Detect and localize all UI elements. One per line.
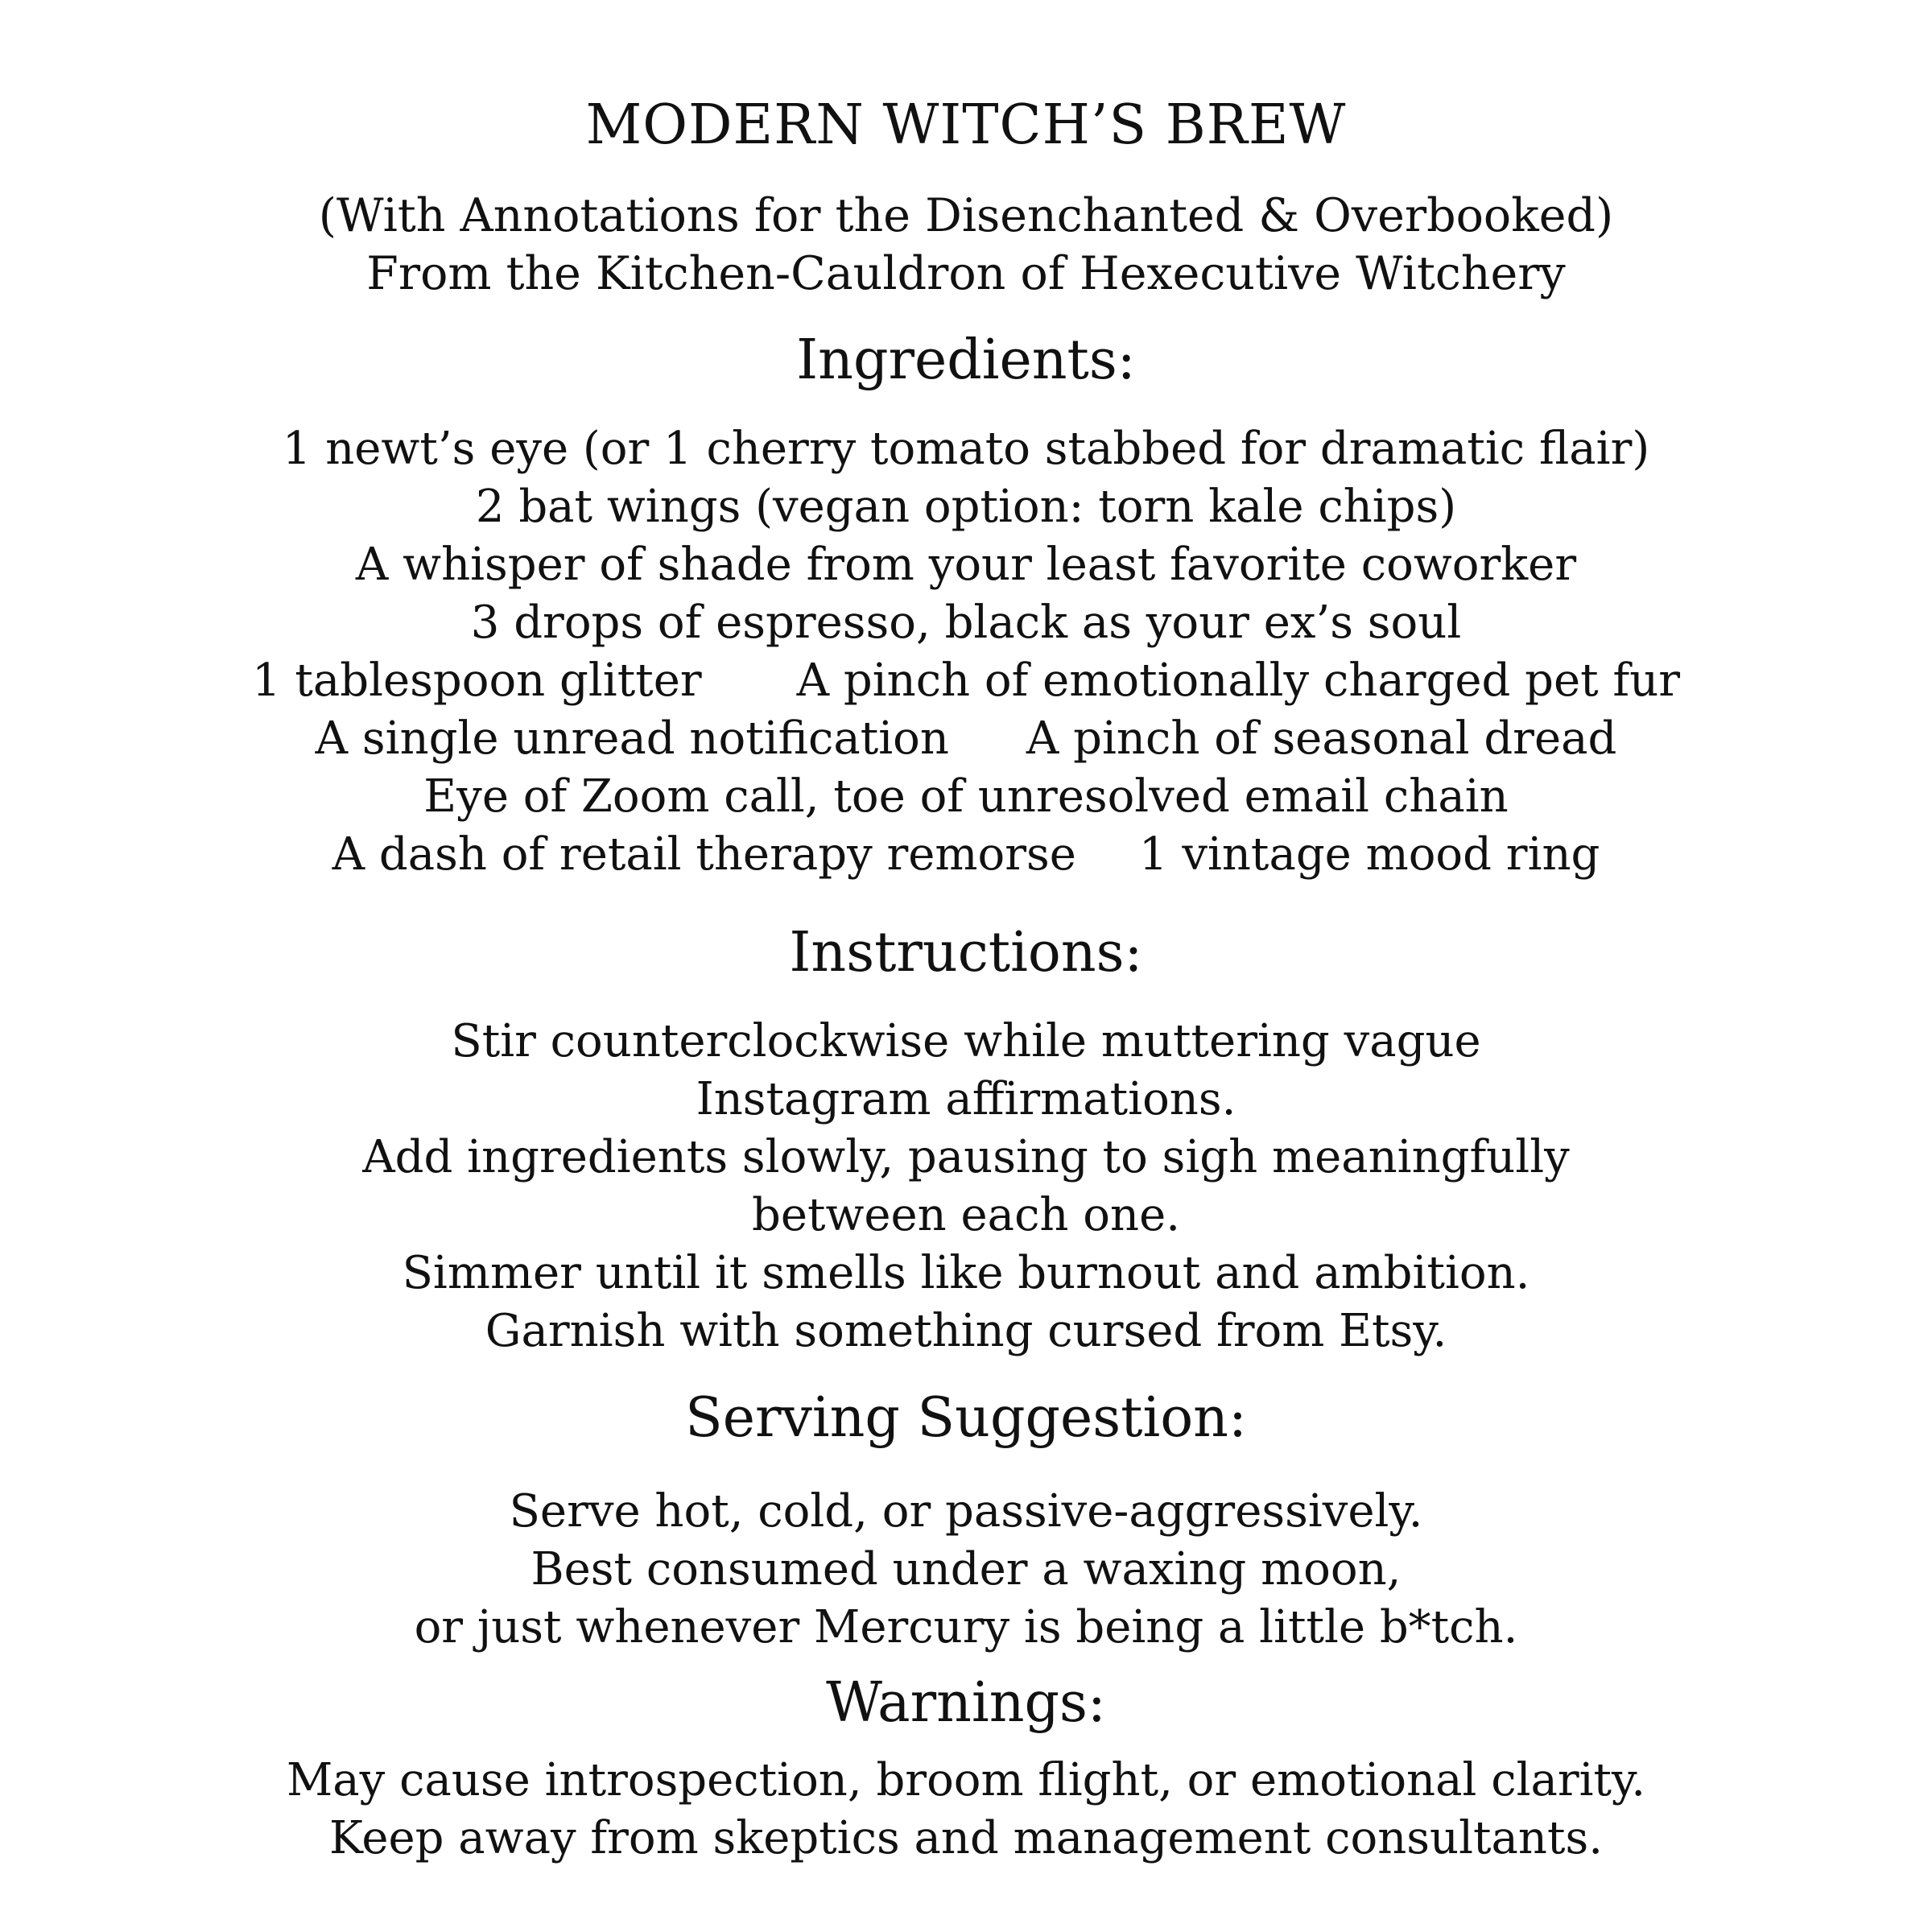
ingredient-item: 1 vintage mood ring: [1138, 828, 1600, 881]
ingredient-item: A pinch of seasonal dread: [1026, 712, 1617, 765]
serving-heading: Serving Suggestion:: [685, 1386, 1247, 1450]
instruction-line: Instagram affirmations.: [696, 1073, 1236, 1125]
ingredient-item: A pinch of emotionally charged pet fur: [796, 654, 1681, 707]
ingredient-item: 2 bat wings (vegan option: torn kale chips): [475, 481, 1457, 533]
subtitle-line-2: From the Kitchen-Cauldron of Hexecutive Witchery: [366, 247, 1566, 300]
serving-line: or just whenever Mercury is being a little b*tch.: [414, 1601, 1518, 1653]
ingredient-pair-row: [0, 654, 1932, 707]
ingredient-item: Eye of Zoom call, toe of unresolved email chain: [423, 770, 1509, 823]
instructions-heading: Instructions:: [789, 921, 1143, 985]
subtitle-line-1: (With Annotations for the Disenchanted & Overbooked): [318, 189, 1614, 242]
warnings-heading: Warnings:: [826, 1671, 1106, 1735]
warning-line: Keep away from skeptics and management consultants.: [329, 1812, 1603, 1864]
instruction-line: Add ingredients slowly, pausing to sigh meaningfully: [362, 1131, 1570, 1183]
ingredient-item: A single unread notification: [315, 712, 949, 765]
ingredient-item: 1 newt’s eye (or 1 cherry tomato stabbed for dramatic flair): [282, 423, 1650, 475]
instruction-line: Garnish with something cursed from Etsy.: [485, 1305, 1447, 1357]
page-title: MODERN WITCH’S BREW: [585, 93, 1347, 157]
ingredients-heading: Ingredients:: [796, 328, 1136, 392]
ingredient-item: 3 drops of espresso, black as your ex’s soul: [470, 597, 1462, 649]
warning-line: May cause introspection, broom flight, or emotional clarity.: [286, 1754, 1646, 1806]
ingredient-pair-row: [0, 712, 1932, 765]
ingredient-pair-row: [0, 828, 1932, 881]
instruction-line: Stir counterclockwise while muttering vague: [451, 1015, 1481, 1067]
instruction-line: between each one.: [751, 1189, 1181, 1241]
serving-line: Best consumed under a waxing moon,: [530, 1543, 1402, 1596]
ingredient-item: A dash of retail therapy remorse: [332, 828, 1076, 881]
ingredient-item: A whisper of shade from your least favorite coworker: [355, 539, 1577, 591]
instruction-line: Simmer until it smells like burnout and ambition.: [402, 1247, 1530, 1299]
serving-line: Serve hot, cold, or passive-aggressively.: [509, 1485, 1423, 1538]
ingredient-item: 1 tablespoon glitter: [251, 654, 702, 707]
